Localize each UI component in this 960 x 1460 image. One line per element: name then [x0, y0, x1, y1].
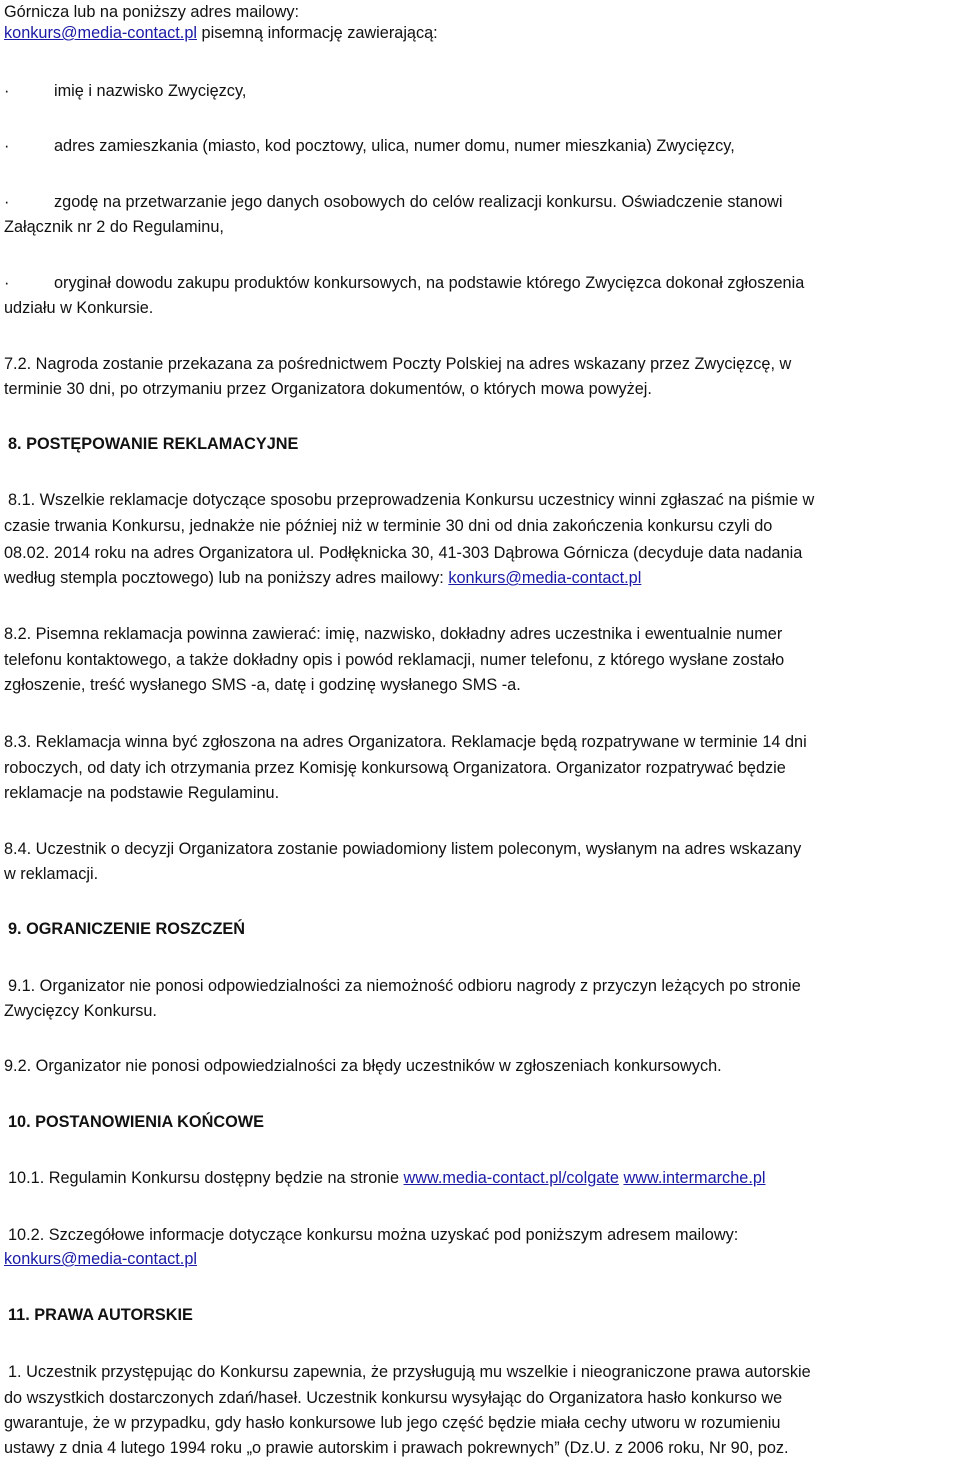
website-link-intermarche[interactable]: www.intermarche.pl [623, 1169, 766, 1187]
paragraph-line: 1. Uczestnik przystępując do Konkursu zapewnia, że przysługują mu wszelkie i nieograniczone prawa autorskie [8, 1363, 811, 1381]
section-heading: 11. PRAWA AUTORSKIE [8, 1306, 193, 1324]
paragraph-line: 08.02. 2014 roku na adres Organizatora ul. Podłęknicka 30, 41-303 Dąbrowa Górnicza (decyduje data nadania [4, 544, 803, 562]
paragraph-line [4, 1247, 197, 1271]
paragraph-line: telefonu kontaktowego, a także dokładny opis i powód reklamacji, numer telefonu, z którego wysłane zostało [4, 651, 785, 669]
paragraph-line: w reklamacji. [4, 865, 99, 883]
paragraph-line: Górnicza lub na poniższy adres mailowy: [4, 3, 300, 21]
paragraph-text: pisemną informację zawierającą: [197, 24, 438, 42]
bullet-mark: · [4, 193, 10, 211]
bullet-item [4, 271, 804, 295]
paragraph-line [4, 1166, 766, 1190]
bullet-text: imię i nazwisko Zwycięzcy, [54, 82, 247, 100]
bullet-text: zgodę na przetwarzanie jego danych osobowych do celów realizacji konkursu. Oświadczenie stanowi [54, 193, 783, 211]
bullet-text: adres zamieszkania (miasto, kod pocztowy, ulica, numer domu, numer mieszkania) Zwycięzcy, [54, 137, 735, 155]
paragraph-line [4, 21, 438, 45]
email-link[interactable]: konkurs@media-contact.pl [4, 24, 197, 42]
paragraph-line: do wszystkich dostarczonych zdań/haseł. Uczestnik konkursu wysyłając do Organizatora hasło konkurso we [4, 1389, 783, 1407]
paragraph-text: 10.1. Regulamin Konkursu dostępny będzie na stronie [8, 1169, 404, 1187]
paragraph-text: według stempla pocztowego) lub na poniższy adres mailowy: [4, 569, 449, 587]
bullet-continuation: udziału w Konkursie. [4, 299, 154, 317]
paragraph-line: roboczych, od daty ich otrzymania przez Komisję konkursową Organizatora. Organizator rozpatrywać będzie [4, 759, 786, 777]
section-heading: 10. POSTANOWIENIA KOŃCOWE [8, 1113, 264, 1131]
email-link[interactable]: konkurs@media-contact.pl [4, 1250, 197, 1268]
bullet-mark: · [4, 137, 10, 155]
bullet-mark: · [4, 274, 10, 292]
paragraph-line: 8.4. Uczestnik o decyzji Organizatora zostanie powiadomiony listem poleconym, wysłanym na adres wskazany [4, 840, 802, 858]
paragraph-line: terminie 30 dni, po otrzymaniu przez Organizatora dokumentów, o których mowa powyżej. [4, 380, 652, 398]
paragraph-line: gwarantuje, że w przypadku, gdy hasło konkursowe lub jego część będzie miała cechy utworu w rozumieniu [4, 1414, 781, 1432]
section-heading: 9. OGRANICZENIE ROSZCZEŃ [8, 920, 246, 938]
section-heading: 8. POSTĘPOWANIE REKLAMACYJNE [8, 435, 299, 453]
bullet-continuation: Załącznik nr 2 do Regulaminu, [4, 218, 224, 236]
paragraph-line: 9.2. Organizator nie ponosi odpowiedzialności za błędy uczestników w zgłoszeniach konkursowych. [4, 1057, 722, 1075]
paragraph-line: reklamacje na podstawie Regulaminu. [4, 784, 280, 802]
paragraph-line: 8.2. Pisemna reklamacja powinna zawierać: imię, nazwisko, dokładny adres uczestnika i ewentualnie numer [4, 625, 783, 643]
paragraph-line: czasie trwania Konkursu, jednakże nie później niż w terminie 30 dni od dnia zakończenia konkursu czyli do [4, 517, 773, 535]
website-link-colgate[interactable]: www.media-contact.pl/colgate [403, 1169, 619, 1187]
paragraph-line: 10.2. Szczegółowe informacje dotyczące konkursu można uzyskać pod poniższym adresem mailowy: [8, 1226, 739, 1244]
bullet-item [4, 190, 783, 214]
paragraph-line: 9.1. Organizator nie ponosi odpowiedzialności za niemożność odbioru nagrody z przyczyn leżących po stronie [8, 977, 801, 995]
paragraph-line: Zwycięzcy Konkursu. [4, 1002, 157, 1020]
paragraph-line [4, 566, 641, 590]
paragraph-line: 8.3. Reklamacja winna być zgłoszona na adres Organizatora. Reklamacje będą rozpatrywane w terminie 14 dni [4, 733, 807, 751]
paragraph-line: 7.2. Nagroda zostanie przekazana za pośrednictwem Poczty Polskiej na adres wskazany przez Zwycięzcę, w [4, 355, 792, 373]
paragraph-line: 8.1. Wszelkie reklamacje dotyczące sposobu przeprowadzenia Konkursu uczestnicy winni zgłaszać na piśmie w [8, 491, 815, 509]
paragraph-line: zgłoszenie, treść wysłanego SMS -a, datę i godzinę wysłanego SMS -a. [4, 676, 521, 694]
paragraph-line: ustawy z dnia 4 lutego 1994 roku „o prawie autorskim i prawach pokrewnych” (Dz.U. z 2006 roku, Nr 90, poz. [4, 1439, 789, 1457]
bullet-text: oryginał dowodu zakupu produktów konkursowych, na podstawie którego Zwycięzca dokonał zgłoszenia [54, 274, 805, 292]
bullet-item [4, 79, 246, 103]
bullet-item [4, 134, 735, 158]
email-link[interactable]: konkurs@media-contact.pl [448, 569, 642, 587]
bullet-mark: · [4, 82, 10, 100]
